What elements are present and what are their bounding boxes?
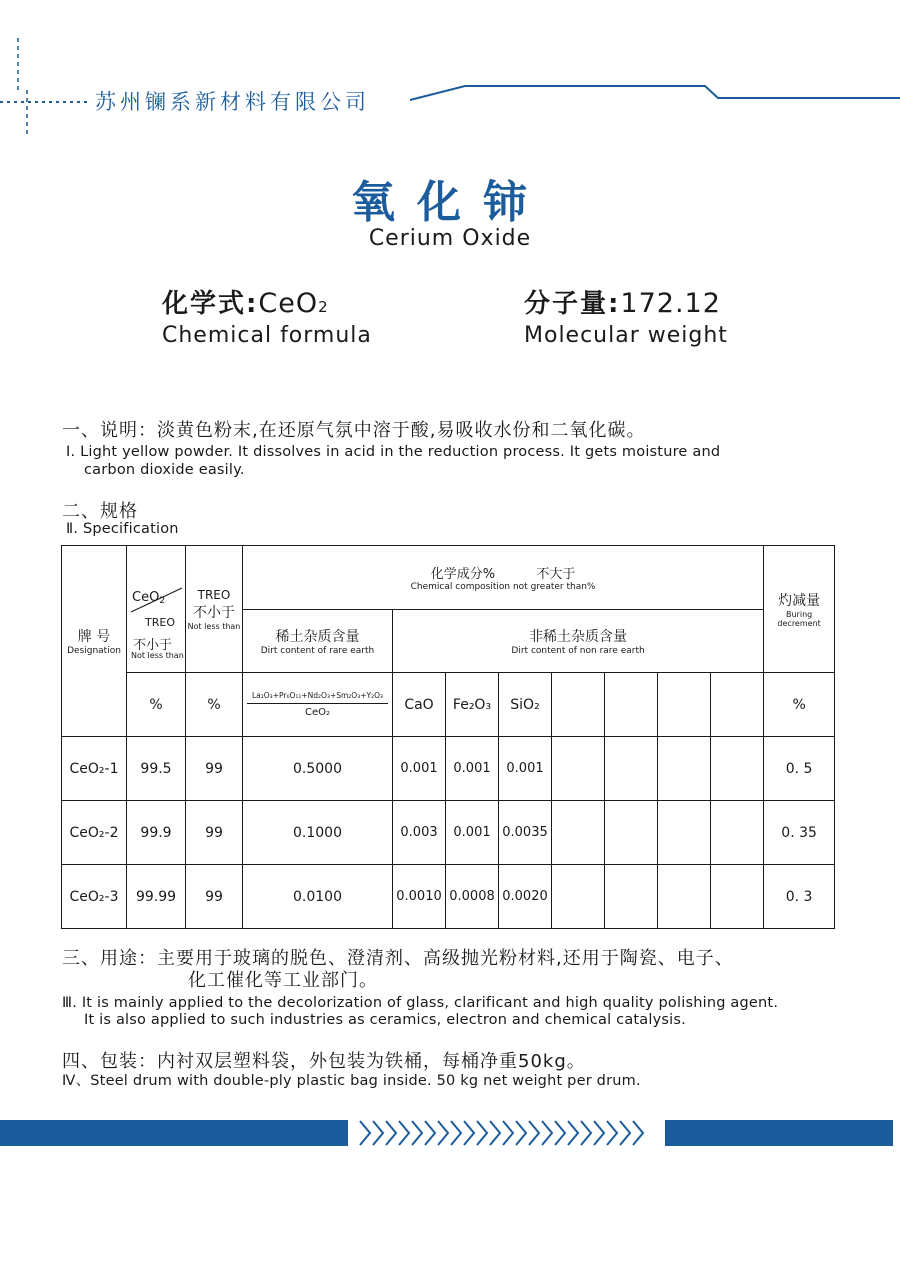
row-treo: 99: [186, 737, 243, 801]
formula-value: CeO: [258, 288, 319, 319]
nonrare-cn: 非稀土杂质含量: [529, 629, 628, 645]
product-title-cn: 氧化铈: [351, 177, 549, 228]
chevron-mark: [438, 1121, 448, 1145]
treo-not-less-cn: 不小于: [193, 604, 235, 621]
row-loi: 0. 5: [764, 737, 835, 801]
row-designation: CeO₂-3: [62, 865, 127, 929]
empty-cell: [605, 801, 658, 865]
footer-bar-right: [665, 1120, 893, 1146]
chevron-mark: [451, 1121, 461, 1145]
table-row: [62, 737, 835, 801]
molecular-weight: [524, 283, 721, 320]
chevron-mark: [633, 1121, 643, 1145]
nonrare-en: Dirt content of non rare earth: [511, 646, 645, 656]
product-title-en: Cerium Oxide: [368, 226, 532, 251]
row-loi: 0. 35: [764, 801, 835, 865]
empty-cell: [552, 801, 605, 865]
table-row: [62, 801, 835, 865]
cao-header: CaO: [393, 673, 446, 737]
row-cao: 0.001: [393, 737, 446, 801]
loi-unit: %: [764, 673, 835, 737]
empty-header: [658, 673, 711, 737]
row-loi: 0. 3: [764, 865, 835, 929]
row-fe2o3: 0.001: [446, 737, 499, 801]
loi-en: Buring decrement: [777, 610, 821, 628]
ceo2-label: CeO$_2$: [132, 590, 166, 606]
chevron-mark: [529, 1121, 539, 1145]
chevron-mark: [568, 1121, 578, 1145]
section3-cn-line2: 化工催化等工业部门。: [188, 970, 378, 991]
row-sio2: 0.0035: [499, 801, 552, 865]
row-ceo2: 99.99: [127, 865, 186, 929]
chevron-mark: [607, 1121, 617, 1145]
chevron-mark: [399, 1121, 409, 1145]
chevron-mark: [373, 1121, 383, 1145]
treo-label: TREO: [145, 616, 175, 629]
section4-en: Ⅳ、Steel drum with double-ply plastic bag inside. 50 kg net weight per drum.: [62, 1073, 641, 1089]
chevron-mark: [542, 1121, 552, 1145]
row-cao: 0.003: [393, 801, 446, 865]
empty-cell: [552, 737, 605, 801]
chevron-mark: [490, 1121, 500, 1145]
loi-cn: 灼减量: [778, 593, 821, 609]
rare-en: Dirt content of rare earth: [260, 646, 375, 656]
empty-cell: [605, 737, 658, 801]
chemical-formula: [162, 283, 328, 320]
row-rare-earth: 0.0100: [243, 865, 393, 929]
not-less-cn: 不小于: [133, 638, 173, 653]
treo-not-less-en: Not less than: [187, 621, 241, 631]
designation-en: Designation: [67, 646, 121, 656]
row-treo: 99: [186, 865, 243, 929]
treo-header: [186, 546, 243, 673]
empty-cell: [711, 801, 764, 865]
not-less-en: Not less than: [131, 651, 184, 660]
section1-cn: 一、说明：淡黄色粉末,在还原气氛中溶于酸,易吸收水份和二氧化碳。: [62, 420, 646, 441]
sio2-header: SiO₂: [499, 673, 552, 737]
row-sio2: 0.001: [499, 737, 552, 801]
fe2o3-header: Fe₂O₃: [446, 673, 499, 737]
section2-en: Ⅱ. Specification: [66, 521, 179, 537]
chevron-mark: [425, 1121, 435, 1145]
row-cao: 0.0010: [393, 865, 446, 929]
ceo2-unit: %: [127, 673, 186, 737]
empty-cell: [658, 737, 711, 801]
ceo2-treo-header: [127, 546, 186, 673]
row-fe2o3: 0.001: [446, 801, 499, 865]
table-row: [62, 865, 835, 929]
chevron-mark: [555, 1121, 565, 1145]
empty-header: [552, 673, 605, 737]
chevron-mark: [594, 1121, 604, 1145]
empty-cell: [658, 801, 711, 865]
chevron-mark: [620, 1121, 630, 1145]
weight-label-cn: 分子量:: [524, 289, 621, 319]
non-rare-earth-header: [393, 610, 764, 673]
weight-value: 172.12: [620, 288, 721, 319]
row-sio2: 0.0020: [499, 865, 552, 929]
empty-cell: [552, 865, 605, 929]
loi-header: [764, 546, 835, 673]
empty-cell: [658, 865, 711, 929]
chevron-mark: [503, 1121, 513, 1145]
empty-header: [605, 673, 658, 737]
company-name: 苏州镧系新材料有限公司: [95, 90, 370, 114]
section4-cn: 四、包装：内衬双层塑料袋，外包装为铁桶，每桶净重50kg。: [62, 1051, 586, 1072]
ratio-numerator: La₂O₃+Pr₆O₁₁+Nd₂O₃+Sm₂O₃+Y₂O₃: [247, 691, 388, 704]
designation-cn: 牌 号: [77, 629, 111, 645]
empty-cell: [711, 865, 764, 929]
empty-cell: [605, 865, 658, 929]
row-ceo2: 99.9: [127, 801, 186, 865]
treo-unit: %: [186, 673, 243, 737]
chem-comp-not-greater: 不大于: [536, 567, 576, 582]
row-fe2o3: 0.0008: [446, 865, 499, 929]
section1-en-line1: Ⅰ. Light yellow powder. It dissolves in acid in the reduction process. It gets moisture and: [66, 444, 721, 460]
formula-subscript: 2: [318, 298, 328, 316]
section3-en-line1: Ⅲ. It is mainly applied to the decolorization of glass, clarificant and high quality polishing agent.: [62, 995, 779, 1011]
weight-label-en: Molecular weight: [524, 323, 728, 348]
chevron-mark: [581, 1121, 591, 1145]
chevron-mark: [464, 1121, 474, 1145]
rare-earth-header: [243, 610, 393, 673]
ratio-denominator: CeO₂: [304, 707, 330, 718]
footer-chevrons: [356, 1118, 656, 1148]
chevron-mark: [360, 1121, 370, 1145]
footer-bar-left: [0, 1120, 348, 1146]
section3-en-line2: It is also applied to such industries as ceramics, electron and chemical catalysis.: [84, 1012, 686, 1028]
rare-cn: 稀土杂质含量: [275, 629, 360, 645]
header-decoration: [0, 0, 900, 140]
formula-label-cn: 化学式:: [162, 289, 259, 319]
row-rare-earth: 0.5000: [243, 737, 393, 801]
chevron-mark: [477, 1121, 487, 1145]
row-treo: 99: [186, 801, 243, 865]
treo-col-label: TREO: [197, 587, 231, 602]
chem-comp-cn: 化学成分%: [430, 567, 496, 582]
spec-table: [61, 545, 835, 929]
row-rare-earth: 0.1000: [243, 801, 393, 865]
section1-en-line2: carbon dioxide easily.: [84, 462, 245, 478]
row-designation: CeO₂-1: [62, 737, 127, 801]
section2-cn: 二、规格: [62, 501, 138, 522]
chem-comp-en: Chemical composition not greater than%: [410, 582, 596, 592]
row-ceo2: 99.5: [127, 737, 186, 801]
chem-comp-header: [243, 546, 764, 610]
empty-header: [711, 673, 764, 737]
section3-cn-line1: 三、用途：主要用于玻璃的脱色、澄清剂、高级抛光粉材料,还用于陶瓷、电子、: [62, 948, 734, 969]
row-designation: CeO₂-2: [62, 801, 127, 865]
chevron-mark: [386, 1121, 396, 1145]
empty-cell: [711, 737, 764, 801]
formula-label-en: Chemical formula: [162, 323, 372, 348]
chevron-mark: [412, 1121, 422, 1145]
designation-header: [62, 546, 127, 737]
chevron-mark: [516, 1121, 526, 1145]
ratio-header: [243, 673, 393, 737]
